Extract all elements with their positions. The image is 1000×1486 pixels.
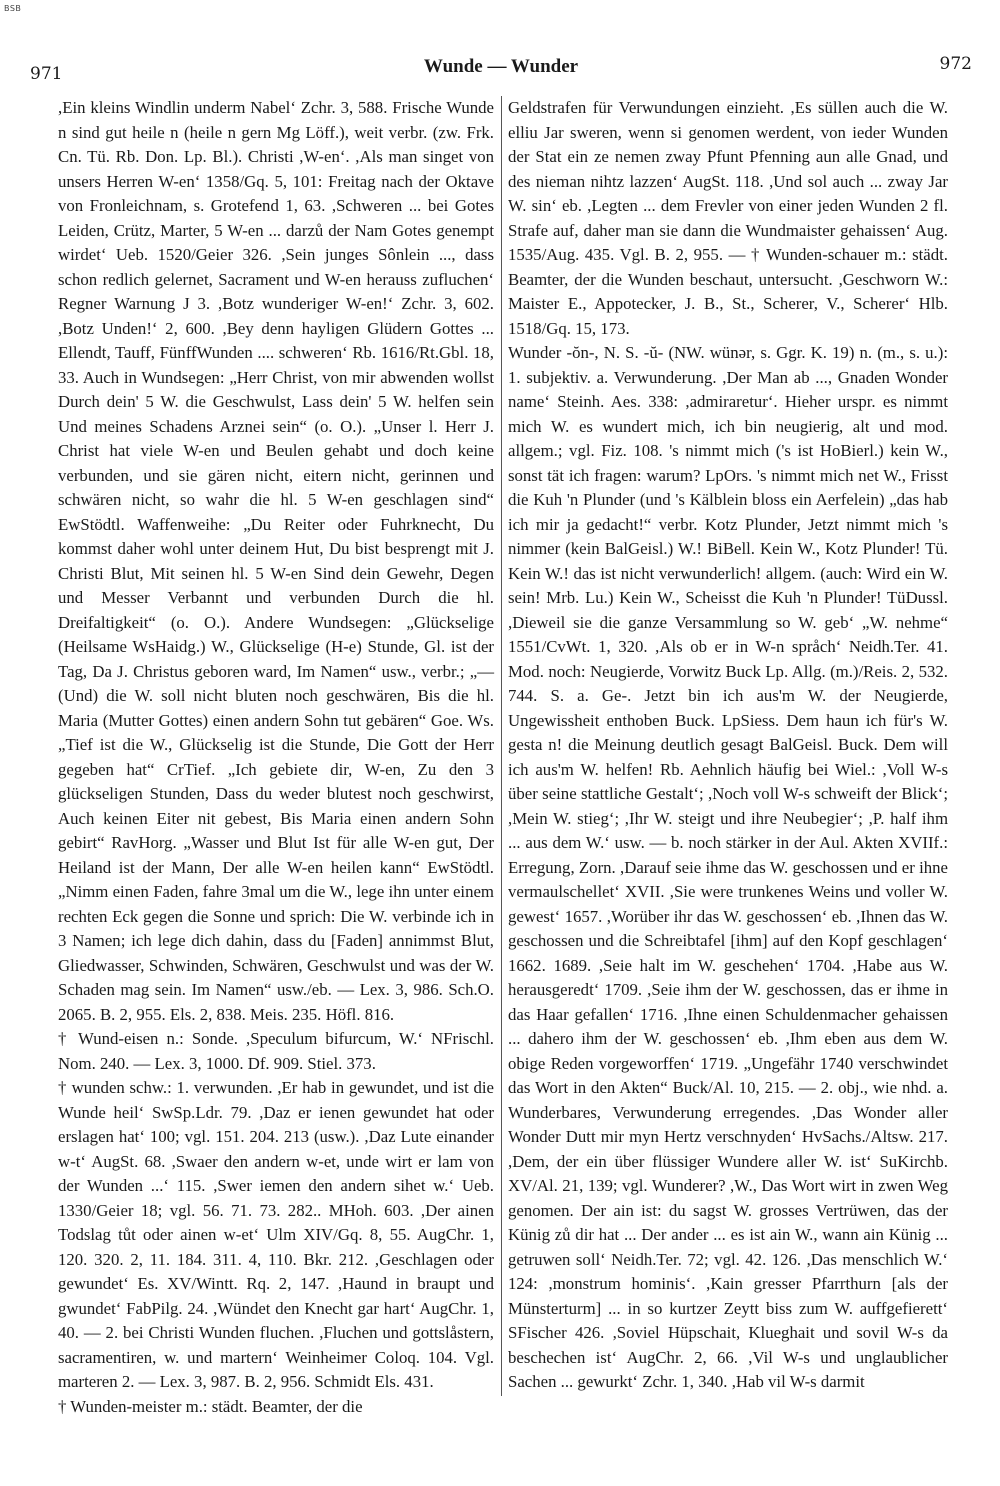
page-header xyxy=(30,48,972,88)
entry-wunden-meister-continued: Geldstrafen für Verwundungen einzieht. ,Es süllen auch die W. elliu Jar sweren, wenn si genomen werdent, von ieder Wunden der Stat ein ze nemen zway Pfunt Pfenning aun alle Gnad, und des nieman nihtz lazzen‘ AugSt. 118. ,Und sol auch ... zway Jar W. sin‘ eb. ,Legten ... dem Frevler von einer jeden Wunden 2 fl. Strafe auf, daher man sie dann die Wundmaister gehaissen‘ Aug. 1535/Aug. 435. Vgl. B. 2, 955. — † Wunden-schauer m.: städt. Beamter, der die Wunden beschaut, untersucht. ,Geschworn W.: Maister E., Appotecker, J. B., St., Scherer, V., Scherer‘ Hlb. 1518/Gq. 15, 173. xyxy=(508,98,948,338)
page-number-right: 972 xyxy=(939,54,972,74)
entry-wunder: Wunder -ŏn-, N. S. -ŭ- (NW. wünər, s. Ggr. K. 19) n. (m., s. u.): 1. subjektiv. a. Verwunderung. ,Der Man ab ..., Gnaden Wonder name‘ Steinh. Aes. 338: ,admiraretur‘. Hieher urspr. es nimmt mich W. es wundert mich, ich bin neugierig, alt und mod. allgem.; vgl. Fiz. 108. 's nimmt mich ('s ist HoBierl.) kein W., sonst tät ich fragen: warum? LpOrs. 's nimmt mich net W., Frisst die Kuh 'n Plunder (und 's Kälblein bloss ein Aerfelein) „das hab ich mir ja gedacht!“ verbr. Kotz Plunder, Jetzt nimmt mich 's nimmer (kein BalGeisl.) W.! BiBell. Kein W., Kotz Plunder! Tü. Kein W.! das ist nicht verwunderlich! allgem. (auch: Wird ein W. sein! Mrb. Lu.) Kein W., Scheisst die Kuh 'n Plunder! TüDussl. ,Dieweil sie die ganze Versammlung so W. geb‘ „W. nehme“ 1551/CvWt. 1, 320. ,Als ob er in W-n språch‘ Neidh.Ter. 41. Mod. noch: Neugierde, Vorwitz Buck Lp. Allg. (m.)/Reis. 2, 532. 744. S. a. Ge-. Jetzt bin ich aus'm W. der Neugierde, Ungewissheit enthoben Buck. LpSiess. Dem haun ich für's W. gesta n! die Meinung deutlich gesagt BalGeisl. Buck. Dem will ich aus'm W. helfen! Rb. Aehnlich häufig bei Wiel.: ,Voll W-s über seine stattliche Gestalt‘; ,Noch voll W-s schweift der Blick‘; ,Mein W. stieg‘; ,Ihr W. steigt und ihre Neubegier‘; ,P. half ihm ... aus dem W.‘ usw. — b. noch stärker in der Aul. Akten XVIIf.: Erregung, Zorn. ,Darauf seie ihme das W. geschossen und er ihne vermaulschellet‘ XVII. ,Sie were trunkenes Weins und voller W. gewest‘ 1657. ,Worüber ihr das W. geschossen‘ eb. ,Ihnen das W. geschossen und die Schreibtafel [ihm] auf den Kopf geschlagen‘ 1662. 1689. ,Seie halt im W. geschehen‘ 1704. ,Habe aus W. herausgeredt‘ 1709. ,Seie ihm der W. geschossen, das er ihme in das Haar gefallen‘ 1716. ,Ihne einen Schuldenmacher gehaissen ... dahero ihm der W. geschossen‘ eb. ,Ihm eben aus dem W. obige Reden vorgeworffen‘ 1719. „Ungefähr 1740 verschwindet das Wort in den Akten“ Buck/Al. 10, 215. — 2. obj., wie nhd. a. Wunderbares, Verwunderung erregendes. ,Das Wonder aller Wonder Dutt mir myn Hertz verschnyden‘ HvSachs./Altsw. 217. ,Dem, der ein über flüssiger Wundere aller W. ist‘ SuKirchb. XV/Al. 21, 139; vgl. Wunderer? ,W., Das Wort wirt in zwen Weg genomen. Der ain ist: du sagst W. grosses Vertrüwen, das der Künig zů dir hat ... Der ander ... es ist ain W., wann ain Künig ... getruwen soll‘ Neidh.Ter. 72; vgl. 42. 126. ,Das menschlich W.‘ 124: ,monstrum hominis‘. ,Kain gresser Pfarrthurn [als der Münsterturm] ... in so kurtzer Zeytt biss zum W. auffgefierett‘ SFischer 426. ,Soviel Hüpschait, Klueghait und sovil W-s da beschechen ist‘ AugChr. 2, 66. ,Vil W-s und unglaublicher Sachen ... gewurkt‘ Zchr. 1, 340. ,Hab vil W-s darmit xyxy=(508,343,948,1391)
right-column xyxy=(508,96,948,1395)
entry-wunden-meister: † Wunden-meister m.: städt. Beamter, der die xyxy=(58,1396,363,1416)
library-stamp: BSB xyxy=(4,4,22,13)
running-title: Wunde — Wunder xyxy=(423,56,579,77)
entry-wunde-continued: ,Ein kleins Windlin underm Nabel‘ Zchr. 3, 588. Frische Wunde n sind gut heile n (heile n gern Mg Löff.), weit verbr. (zw. Frk. Cn. Tü. Rb. Don. Lp. Bl.). Christi ,W-en‘. ,Als man singet von unsers Herren W-en‘ 1358/Gq. 5, 101: Freitag nach der Oktave von Fronleichnam, s. Grotefend 1, 63. ,Schweren ... bei Gotes Leiden, Crütz, Marter, 5 W-en ... darzů der Nam Gotes genempt wirdet‘ Ueb. 1520/Geier 326. ,Sein junges Sônlein ..., dass schon redlich gelernet, Sacrament und W-en herauss zufluchen‘ Regner Warnung J 3. ,Botz wunderiger W-en!‘ Zchr. 3, 602. ,Botz Unden!‘ 2, 600. ,Bey denn hayligen Glüdern Gottes ... Ellendt, Tauff, FünffWunden .... schweren‘ Rb. 1616/Rt.Gbl. 18, 33. Auch in Wundsegen: „Herr Christ, von mir abwenden wollst Durch dein' 5 W. die Geschwulst, Lass dein' 5 W. helfen sein Und meines Schadens Arznei sein“ (o. O.). „Unser l. Herr J. Christ hat viele W-en und Beulen gehabt und doch keine verbunden, und sie gären nicht, eitern nicht, gerinnen und schwären nicht, so wahr die hl. 5 W-en geschlagen sind“ EwStödtl. Waffenweihe: „Du Reiter oder Fuhrknecht, Du kommst daher wohl unter deinem Hut, Du bist besprengt mit J. Christi Blut, Mit seinen hl. 5 W-en Sind dein Gewehr, Degen und Messer Verbannt und verbunden Durch die hl. Dreifaltigkeit“ (o. O.). Andere Wundsegen: „Glückselige (Heilsame WsHaidg.) W., Glückselige (H-e) Stunde, Gl. ist der Tag, Da J. Christus geboren ward, Im Namen“ usw., verbr.; „— (Und) die W. soll nicht bluten noch geschwären, Bis die hl. Maria (Mutter Gottes) einen andern Sohn tut gebären“ Goe. Ws. „Tief ist die W., Glückselig ist die Stunde, Die Gott der Herr gegeben hat“ CrTief. „Ich gebiete dir, W-en, Zu den 3 glückseligen Stunden, Dass du weder blutest noch geschwirst, Auch keinen Eiter nit gebest, Bis Maria einen andern Sohn gebirt“ RavHorg. „Wasser und Blut Ist für alle W-en gut, Der Heiland ist der Mann, Der alle W-en heilen kann“ EwStödtl. „Nimm einen Faden, fahre 3mal um die W., lege ihn unter einem rechten Eck gegen die Sonne und sprich: Die W. verbinde ich in 3 Namen; ich lege dich dahin, dass du [Faden] annimmst Blut, Gliedwasser, Schwinden, Schwären, Geschwulst und was der W. Schaden mag sein. Im Namen“ usw./eb. — Lex. 3, 986. Sch.O. 2065. B. 2, 955. Els. 2, 838. Meis. 235. Höfl. 816. xyxy=(58,98,494,1024)
page-number-left: 971 xyxy=(30,64,63,84)
entry-wund-eisen: † Wund-eisen n.: Sonde. ,Speculum bifurcum, W.‘ NFrischl. Nom. 240. — Lex. 3, 1000. Df. 909. Stiel. 373. xyxy=(58,1029,494,1073)
entry-wunden: † wunden schw.: 1. verwunden. ,Er hab in gewundet, und ist die Wunde heil‘ SwSp.Ldr. 79. ,Daz er ienen gewundet hat oder erslagen hat‘ 100; vgl. 151. 204. 213 (usw.). ,Daz Lute einander w-t‘ AugSt. 68. ,Swaer den andern w-et, unde wirt er lam von der Wunden ...‘ 115. ,Swer iemen den andern sihet w.‘ Ueb. 1330/Geier 18; vgl. 56. 71. 73. 282.. MHoh. 603. ,Der ainen Todslag tůt oder ainen w-et‘ Ulm XIV/Gq. 8, 55. AugChr. 1, 120. 320. 2, 11. 184. 311. 4, 110. Bkr. 212. ,Geschlagen oder gewundet‘ Es. XV/Wintt. Rq. 2, 147. ,Haund in braupt und gwundet‘ FabPilg. 24. ,Wündet den Knecht gar hart‘ AugChr. 1, 40. — 2. bei Christi Wunden fluchen. ,Fluchen und gottslåstern, sacramentiren, w. und martern‘ Weinheimer Coloq. 104. Vgl. marteren 2. — Lex. 3, 987. B. 2, 956. Schmidt Els. 431. xyxy=(58,1078,494,1391)
left-column xyxy=(58,96,494,1419)
column-divider xyxy=(501,96,502,1396)
